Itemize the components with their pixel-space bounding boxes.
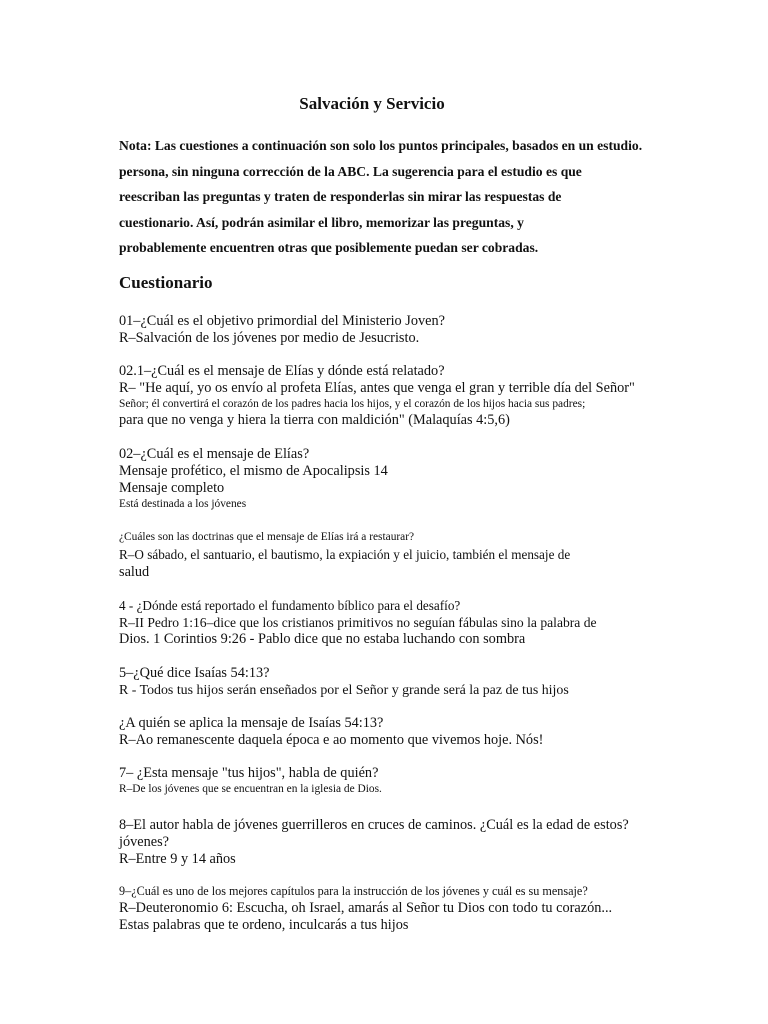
question: 01–¿Cuál es el objetivo primordial del Ministerio Joven? bbox=[119, 313, 445, 329]
note-paragraph bbox=[119, 133, 689, 261]
note-line: Nota: Las cuestiones a continuación son solo los puntos principales, basados en un estudio. bbox=[119, 138, 643, 153]
qa-block bbox=[119, 665, 679, 699]
answer: Estas palabras que te ordeno, inculcarás a tus hijos bbox=[119, 917, 409, 933]
question: 02–¿Cuál es el mensaje de Elías? bbox=[119, 446, 310, 462]
qa-block bbox=[119, 446, 679, 512]
answer: R–Entre 9 y 14 años bbox=[119, 851, 236, 867]
answer: Mensaje profético, el mismo de Apocalipsis 14 bbox=[119, 463, 388, 479]
qa-block bbox=[119, 817, 679, 868]
answer: Mensaje completo bbox=[119, 480, 225, 496]
note-line: persona, sin ninguna corrección de la ABC. La sugerencia para el estudio es que bbox=[119, 163, 582, 179]
answer: R - Todos tus hijos serán enseñados por el Señor y grande será la paz de tus hijos bbox=[119, 683, 569, 698]
answer: R–De los jóvenes que se encuentran en la iglesia de Dios. bbox=[119, 783, 382, 795]
qa-block bbox=[119, 765, 679, 797]
qa-block bbox=[119, 715, 679, 749]
section-heading: Cuestionario bbox=[119, 273, 213, 292]
question: 5–¿Qué dice Isaías 54:13? bbox=[119, 665, 270, 681]
qa-block bbox=[119, 883, 679, 934]
question: 02.1–¿Cuál es el mensaje de Elías y dónde está relatado? bbox=[119, 363, 445, 379]
question: ¿Cuáles son las doctrinas que el mensaje de Elías irá a restaurar? bbox=[119, 531, 415, 543]
answer: para que no venga y hiera la tierra con maldición" (Malaquías 4:5,6) bbox=[119, 412, 510, 428]
question: 8–El autor habla de jóvenes guerrilleros en cruces de caminos. ¿Cuál es la edad de estos? bbox=[119, 817, 629, 833]
answer: R– "He aquí, yo os envío al profeta Elías, antes que venga el gran y terrible día del Señor" bbox=[119, 380, 635, 396]
question: ¿A quién se aplica la mensaje de Isaías 54:13? bbox=[119, 715, 384, 731]
question: 7– ¿Esta mensaje "tus hijos", habla de quién? bbox=[119, 765, 379, 781]
answer: R–Ao remanescente daquela época e ao momento que vivemos hoje. Nós! bbox=[119, 732, 544, 748]
qa-block bbox=[119, 313, 679, 347]
document-title: Salvación y Servicio bbox=[299, 94, 445, 113]
answer: salud bbox=[119, 564, 150, 580]
answer: R–O sábado, el santuario, el bautismo, la expiación y el juicio, también el mensaje de bbox=[119, 547, 571, 562]
answer: R–Salvación de los jóvenes por medio de Jesucristo. bbox=[119, 330, 420, 346]
note-line: reescriban las preguntas y traten de responderlas sin mirar las respuestas de bbox=[119, 189, 562, 204]
question: 9–¿Cuál es uno de los mejores capítulos para la instrucción de los jóvenes y cuál es su mensaje? bbox=[119, 884, 588, 898]
qa-block bbox=[119, 363, 679, 429]
question: jóvenes? bbox=[119, 834, 170, 850]
answer: R–II Pedro 1:16–dice que los cristianos primitivos no seguían fábulas sino la palabra de bbox=[119, 615, 597, 630]
answer: Está destinada a los jóvenes bbox=[119, 498, 247, 510]
note-line: probablemente encuentren otras que posiblemente puedan ser cobradas. bbox=[119, 240, 539, 255]
qa-block bbox=[119, 597, 679, 648]
answer: Señor; él convertirá el corazón de los padres hacia los hijos, y el corazón de los hijos hacia sus padres; bbox=[119, 398, 586, 410]
question: 4 - ¿Dónde está reportado el fundamento bíblico para el desafío? bbox=[119, 598, 461, 613]
answer: Dios. 1 Corintios 9:26 - Pablo dice que no estaba luchando con sombra bbox=[119, 631, 526, 647]
answer: R–Deuteronomio 6: Escucha, oh Israel, amarás al Señor tu Dios con todo tu corazón... bbox=[119, 900, 613, 916]
qa-block bbox=[119, 529, 679, 581]
note-line: cuestionario. Así, podrán asimilar el libro, memorizar las preguntas, y bbox=[119, 214, 524, 230]
